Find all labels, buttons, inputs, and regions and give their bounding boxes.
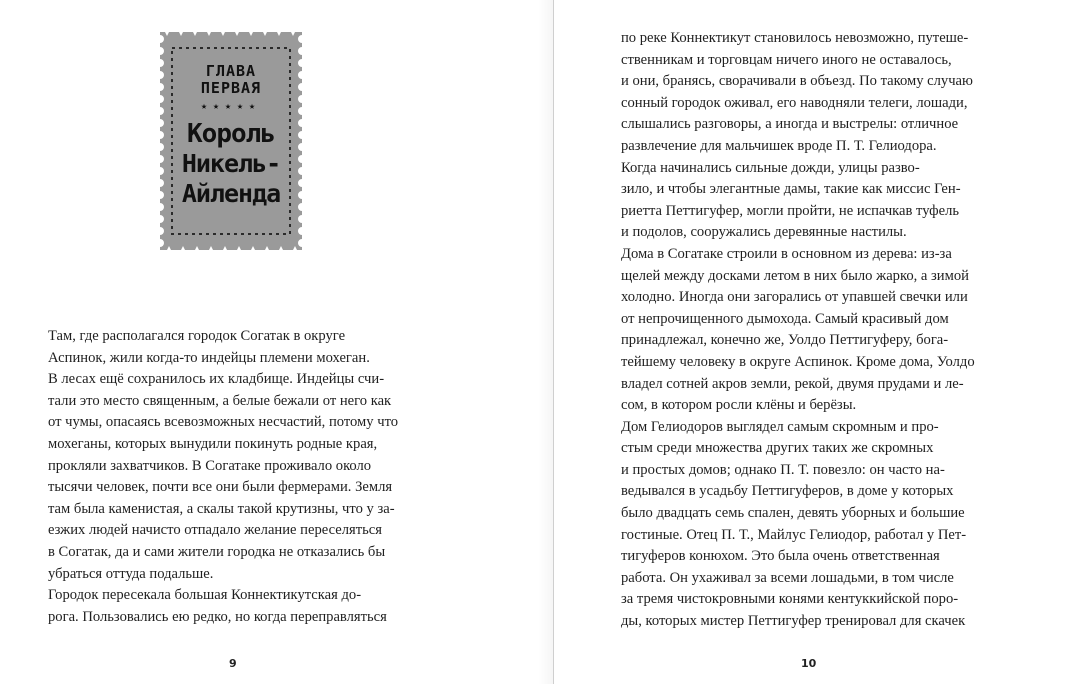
text-line: стым среди множества других таких же скромных [621, 440, 934, 457]
ticket-text [160, 32, 302, 250]
text-line: тысячи человек, почти все они были фермерами. Земля [48, 479, 393, 496]
text-line: в Согатак, да и сами жители городка не отказались бы [48, 543, 386, 560]
text-line: риетта Петтигуфер, могли пройти, не испачкав туфель [621, 202, 960, 219]
text-line: убраться оттуда подальше. [48, 565, 214, 582]
text-line: и они, бранясь, сворачивали в объезд. По такому случаю [621, 73, 973, 90]
chapter-title-line-3: Айленда [181, 179, 281, 208]
text-line: работа. Он ухаживал за всеми лошадьми, в том числе [621, 569, 954, 586]
chapter-title-line-2: Никель- [181, 149, 281, 178]
text-line: Дома в Согатаке строили в основном из дерева: из-за [621, 245, 952, 262]
page-number-left: 9 [229, 657, 237, 670]
text-line: гостиные. Отец П. Т., Майлус Гелиодор, работал у Пет- [621, 526, 967, 543]
text-line: ды, которых мистер Петтигуфер тренировал для скачек [621, 613, 966, 630]
text-line: тали это место священным, а белые бежали от него как [48, 392, 392, 409]
text-line: развлечение для мальчишек вроде П. Т. Гелиодора. [621, 137, 937, 154]
text-line: мохеганы, которых вынудили покинуть родные края, [48, 435, 378, 452]
text-line: холодно. Иногда они загорались от упавшей свечки или [621, 289, 968, 306]
page-number-right: 10 [801, 657, 817, 670]
text-line: Городок пересекала большая Коннектикутская до- [48, 587, 362, 604]
text-line: тигуферов конюхом. Это была очень ответственная [621, 548, 940, 565]
stars-decoration: ★★★★★ [200, 101, 262, 112]
text-line: слышались разговоры, а иногда и выстрелы: отличное [621, 116, 959, 133]
text-line: зило, и чтобы элегантные дамы, такие как миссис Ген- [621, 181, 961, 198]
text-line: Когда начинались сильные дожди, улицы разво- [621, 159, 920, 176]
left-page-text [48, 326, 420, 628]
text-line: Там, где располагался городок Согатак в округе [48, 328, 346, 344]
text-line: было двадцать семь спален, девять уборных и большие [621, 505, 965, 522]
chapter-label: ГЛАВА [205, 62, 257, 80]
text-line: щелей между досками летом в них было жарко, а зимой [621, 267, 969, 284]
chapter-number: ПЕРВАЯ [200, 79, 262, 97]
text-line: и простых домов; однако П. Т. повезло: он часто на- [621, 461, 945, 478]
text-line: В лесах ещё сохранилось их кладбище. Индейцы счи- [48, 371, 385, 388]
text-line: и подолов, сооружались деревянные настилы. [621, 224, 907, 241]
text-line: за тремя чистокровными конями кентуккийской поро- [621, 591, 959, 608]
text-line: ственникам и торговцам ничего иного не оставалось, [621, 51, 952, 68]
text-line: принадлежал, конечно же, Уолдо Петтигуферу, бога- [621, 332, 949, 349]
chapter-ticket-emblem [160, 32, 302, 250]
text-line: сонный городок оживал, его наводняли телеги, лошади, [621, 94, 968, 111]
text-line: по реке Коннектикут становилось невозможно, путеше- [621, 30, 969, 46]
text-line: тейшему человеку в округе Аспинок. Кроме дома, Уолдо [621, 353, 975, 370]
right-page-text [621, 28, 997, 633]
text-line: от чумы, опасаясь всевозможных несчастий, потому что [48, 414, 399, 431]
gutter-shadow [538, 0, 553, 684]
text-line: езжих людей начисто отпадало желание переселяться [48, 522, 382, 539]
text-line: от непрочищенного дымохода. Самый красивый дом [621, 310, 949, 327]
chapter-title-line-1: Король [187, 119, 275, 149]
text-line: рога. Пользовались ею редко, но когда переправляться [48, 608, 387, 625]
text-line: ведывался в усадьбу Петтигуферов, в доме у которых [621, 483, 954, 500]
text-line: прокляли захватчиков. В Согатаке проживало около [48, 457, 372, 474]
text-line: Аспинок, жили когда-то индейцы племени мохеган. [48, 349, 370, 366]
text-line: там была каменистая, а скалы такой крутизны, что у за- [48, 500, 395, 517]
text-line: сом, в котором росли клёны и берёзы. [621, 397, 857, 414]
text-line: Дом Гелиодоров выглядел самым скромным и про- [621, 418, 939, 435]
text-line: владел сотней акров земли, рекой, двумя прудами и ле- [621, 375, 964, 392]
